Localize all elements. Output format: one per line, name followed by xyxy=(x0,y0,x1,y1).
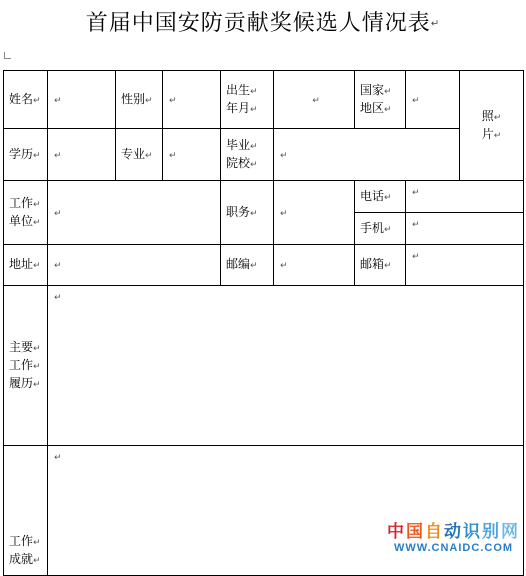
postcode-label-cell xyxy=(221,245,274,286)
paragraph-mark-icon: ↵ xyxy=(384,104,392,115)
gender-value-cell[interactable] xyxy=(163,71,221,129)
country-value-cell[interactable] xyxy=(406,71,460,129)
gender-label: 性别 xyxy=(121,91,146,106)
paragraph-mark-icon: ↵ xyxy=(33,538,41,548)
paragraph-mark-icon: ↵ xyxy=(54,95,62,106)
address-label-cell xyxy=(4,245,48,286)
mobile-value-cell[interactable] xyxy=(406,213,524,245)
email-label: 邮箱 xyxy=(360,257,385,271)
paragraph-mark-icon: ↵ xyxy=(33,150,41,161)
paragraph-mark-icon: ↵ xyxy=(250,141,258,152)
major-label: 专业 xyxy=(121,146,146,161)
birth-label-line1: 出生↵ xyxy=(226,82,258,97)
watermark-char: 网 xyxy=(501,522,520,541)
form-row-achievement xyxy=(4,446,524,576)
site-watermark xyxy=(387,517,520,554)
resume-label-line3: 履历↵ xyxy=(9,375,41,390)
paragraph-mark-icon: ↵ xyxy=(412,220,420,230)
paragraph-mark-icon: ↵ xyxy=(33,217,41,228)
watermark-url: WWW.CNAIDC.COM xyxy=(393,542,514,554)
paragraph-mark-icon: ↵ xyxy=(169,150,177,161)
paragraph-mark-icon: ↵ xyxy=(33,199,41,210)
paragraph-mark-icon: ↵ xyxy=(169,95,177,106)
photo-label: 照↵ 片↵ xyxy=(481,108,502,141)
country-label-line1: 国家↵ xyxy=(360,82,392,97)
paragraph-mark-icon: ↵ xyxy=(412,252,420,262)
work-unit-label-line2: 单位↵ xyxy=(9,213,41,228)
title-text: 首届中国安防贡献奖候选人情况表 xyxy=(85,11,431,36)
phone-value-cell[interactable] xyxy=(406,181,524,213)
school-label-line1: 毕业↵ xyxy=(226,137,258,152)
paragraph-mark-icon: ↵ xyxy=(412,188,420,198)
candidate-form-table xyxy=(3,70,524,576)
form-row-work-1 xyxy=(4,181,524,213)
paragraph-mark-icon: ↵ xyxy=(493,112,502,123)
education-value-cell[interactable] xyxy=(48,129,116,181)
phone-label: 电话 xyxy=(360,188,385,203)
margin-corner-mark xyxy=(4,52,11,59)
work-unit-label-cell xyxy=(4,181,48,245)
name-label: 姓名 xyxy=(9,91,34,106)
name-label-cell xyxy=(4,71,48,129)
paragraph-mark-icon: ↵ xyxy=(412,95,420,106)
paragraph-mark-icon: ↵ xyxy=(33,261,41,271)
mobile-label-cell xyxy=(355,213,406,245)
phone-label-cell xyxy=(355,181,406,213)
paragraph-mark-icon: ↵ xyxy=(250,86,258,97)
watermark-char: 国 xyxy=(406,522,425,541)
position-value-cell[interactable] xyxy=(274,181,355,245)
position-label: 职务 xyxy=(226,204,251,219)
gender-label-cell xyxy=(116,71,163,129)
birth-value-cell[interactable] xyxy=(274,71,355,129)
form-row-basic-1 xyxy=(4,71,524,129)
address-label: 地址 xyxy=(9,257,34,271)
mobile-label: 手机 xyxy=(360,220,385,235)
paragraph-mark-icon: ↵ xyxy=(430,18,441,30)
paragraph-mark-icon: ↵ xyxy=(54,453,62,463)
major-label-cell xyxy=(116,129,163,181)
work-unit-value-cell[interactable] xyxy=(48,181,221,245)
school-label-line2: 院校↵ xyxy=(226,155,258,170)
paragraph-mark-icon: ↵ xyxy=(280,150,288,161)
paragraph-mark-icon: ↵ xyxy=(54,150,62,161)
resume-label-line2: 工作↵ xyxy=(9,357,41,372)
paragraph-mark-icon: ↵ xyxy=(54,261,62,271)
email-label-cell xyxy=(355,245,406,286)
form-row-resume xyxy=(4,286,524,446)
photo-cell[interactable] xyxy=(460,71,524,181)
name-value-cell[interactable] xyxy=(48,71,116,129)
watermark-char: 动 xyxy=(444,522,463,541)
paragraph-mark-icon: ↵ xyxy=(33,95,41,106)
paragraph-mark-icon: ↵ xyxy=(54,208,62,219)
form-row-contact xyxy=(4,245,524,286)
paragraph-mark-icon: ↵ xyxy=(250,208,258,219)
paragraph-mark-icon: ↵ xyxy=(145,95,153,106)
achievement-label-line2: 成就↵ xyxy=(9,552,41,566)
country-label-line2: 地区↵ xyxy=(360,100,392,115)
work-unit-label-line1: 工作↵ xyxy=(9,195,41,210)
birth-label-line2: 年月↵ xyxy=(226,100,258,115)
paragraph-mark-icon: ↵ xyxy=(250,104,258,115)
paragraph-mark-icon: ↵ xyxy=(312,95,320,106)
paragraph-mark-icon: ↵ xyxy=(384,224,392,235)
email-value-cell[interactable] xyxy=(406,245,524,286)
paragraph-mark-icon: ↵ xyxy=(54,293,62,303)
major-value-cell[interactable] xyxy=(163,129,221,181)
watermark-char: 中 xyxy=(387,522,406,541)
achievement-value-cell[interactable] xyxy=(48,446,524,576)
paragraph-mark-icon: ↵ xyxy=(384,86,392,97)
watermark-char: 自 xyxy=(425,522,444,541)
education-label-cell xyxy=(4,129,48,181)
paragraph-mark-icon: ↵ xyxy=(384,261,392,271)
paragraph-mark-icon: ↵ xyxy=(493,130,502,141)
postcode-label: 邮编 xyxy=(226,257,251,271)
watermark-char: 识 xyxy=(463,522,482,541)
watermark-chinese xyxy=(387,517,520,542)
birth-label-cell xyxy=(221,71,274,129)
achievement-label-line1: 工作↵ xyxy=(9,534,41,548)
paragraph-mark-icon: ↵ xyxy=(145,150,153,161)
paragraph-mark-icon: ↵ xyxy=(33,343,41,354)
school-label-cell xyxy=(221,129,274,181)
postcode-value-cell[interactable] xyxy=(274,245,355,286)
watermark-char: 别 xyxy=(482,522,501,541)
paragraph-mark-icon: ↵ xyxy=(250,159,258,170)
paragraph-mark-icon: ↵ xyxy=(280,208,288,219)
paragraph-mark-icon: ↵ xyxy=(33,361,41,372)
page-title xyxy=(0,6,526,37)
address-value-cell[interactable] xyxy=(48,245,221,286)
paragraph-mark-icon: ↵ xyxy=(384,192,392,203)
country-label-cell xyxy=(355,71,406,129)
resume-label-line1: 主要↵ xyxy=(9,339,41,354)
paragraph-mark-icon: ↵ xyxy=(33,379,41,390)
school-value-cell[interactable] xyxy=(274,129,460,181)
resume-value-cell[interactable] xyxy=(48,286,524,446)
education-label: 学历 xyxy=(9,146,34,161)
paragraph-mark-icon: ↵ xyxy=(250,261,258,271)
position-label-cell xyxy=(221,181,274,245)
paragraph-mark-icon: ↵ xyxy=(280,261,288,271)
achievement-label-cell xyxy=(4,446,48,576)
resume-label-cell xyxy=(4,286,48,446)
paragraph-mark-icon: ↵ xyxy=(33,556,41,566)
form-row-basic-2 xyxy=(4,129,524,181)
